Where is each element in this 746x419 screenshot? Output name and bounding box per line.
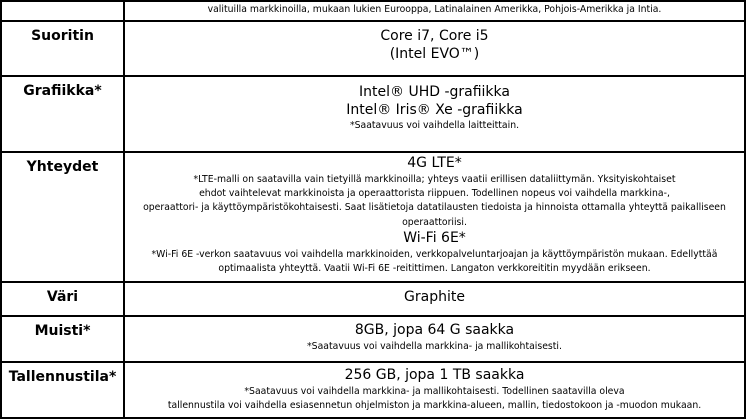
table-row [1, 282, 745, 316]
value-cell [124, 76, 745, 152]
value-line: 256 GB, jopa 1 TB saakka [344, 367, 525, 383]
value-line: (Intel EVO™) [389, 45, 480, 62]
value-cell [124, 282, 745, 316]
table-row [1, 152, 745, 282]
note-text: optimaalista yhteyttä. Vaatii Wi-Fi 6E -reitittimen. Langaton verkkoreititin myydään erikseen. [218, 263, 651, 275]
note-text: *Wi-Fi 6E -verkon saatavuus voi vaihdella markkinoiden, verkkopalveluntarjoajan ja käyttöympäristön mukaan. Edellyttää [151, 248, 718, 260]
note-text: operaattori- ja käyttöympäristökohtaisesti. Saat lisätietoja datatilausten tiedoista ja hinnoista ottamalla yhteyttä paikalliseen [143, 202, 726, 214]
note-text: *LTE-malli on saatavilla vain tietyillä markkinoilla; yhteys vaatii erillisen dataliittymän. Yksityiskohtaiset [193, 173, 676, 185]
row-label: Väri [1, 282, 124, 316]
value-cell [124, 1, 745, 21]
row-label: Yhteydet [1, 152, 124, 282]
value-line: 4G LTE* [407, 155, 462, 171]
value-cell [124, 362, 745, 418]
value-cell [124, 152, 745, 282]
row-label: Grafiikka* [1, 76, 124, 152]
note-text: *Saatavuus voi vaihdella markkina- ja mallikohtaisesti. Todellinen saatavilla oleva [244, 385, 625, 397]
row-label: Muisti* [1, 316, 124, 362]
row-label: Tallennustila* [1, 362, 124, 418]
table-row [1, 316, 745, 362]
empty-label-cell [1, 1, 124, 21]
value-cell [124, 316, 745, 362]
note-text: *Saatavuus voi vaihdella markkina- ja mallikohtaisesti. [307, 340, 562, 352]
table-row [1, 362, 745, 418]
note-text: valituilla markkinoilla, mukaan lukien Eurooppa, Latinalainen Amerikka, Pohjois-Amerikka ja Intia. [207, 4, 662, 15]
value-cell [124, 21, 745, 76]
table-row [1, 21, 745, 76]
note-text: tallennustila voi vaihdella esiasennetun ohjelmiston ja markkina-alueen, mallin, tiedostokoon ja -muodon mukaan. [167, 399, 702, 411]
note-text: ehdot vaihtelevat markkinoista ja operaattorista riippuen. Todellinen nopeus voi vaihdella markkina-, [199, 187, 670, 199]
value-line: Core i7, Core i5 [380, 28, 489, 44]
note-text: operaattoriisi. [402, 216, 467, 228]
value-line: Intel® Iris® Xe -grafiikka [346, 101, 523, 118]
value-line: Graphite [404, 289, 465, 305]
table-row [1, 1, 745, 21]
note-text: *Saatavuus voi vaihdella laitteittain. [349, 120, 520, 131]
table-row [1, 76, 745, 152]
value-line: 8GB, jopa 64 G saakka [354, 322, 515, 338]
value-line: Wi-Fi 6E* [403, 230, 466, 247]
row-label: Suoritin [1, 21, 124, 76]
value-line: Intel® UHD -grafiikka [359, 84, 510, 100]
